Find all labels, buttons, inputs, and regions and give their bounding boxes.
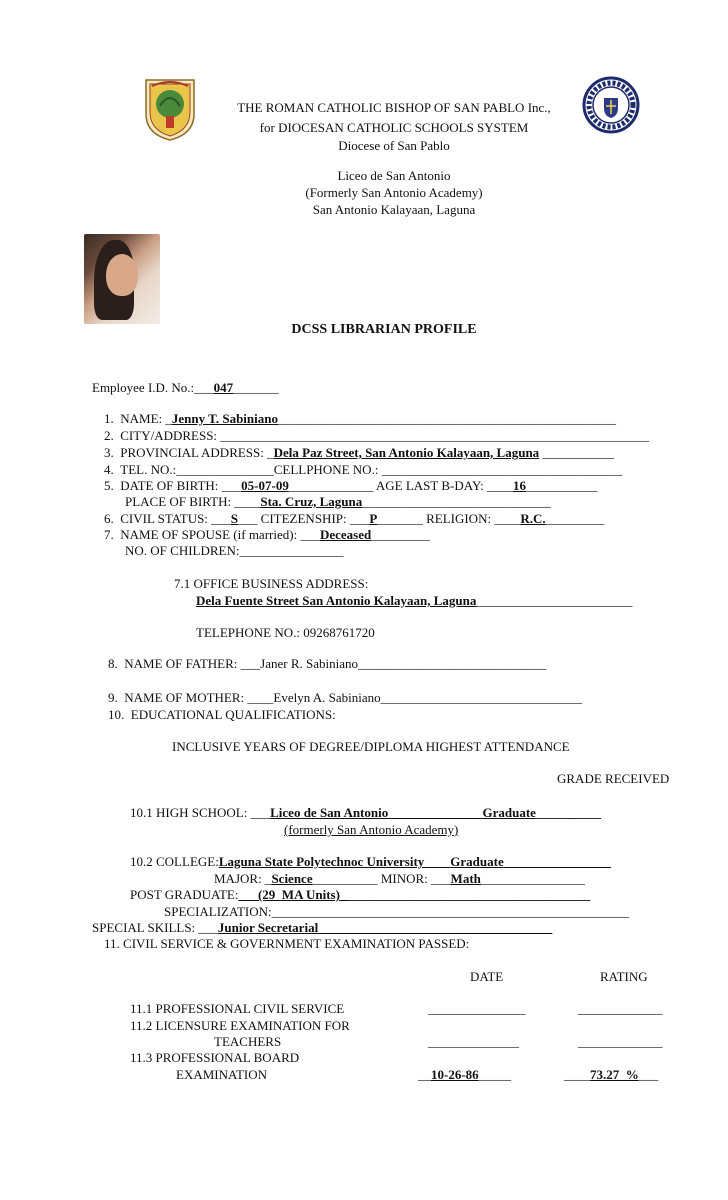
exam-board-label-2: EXAMINATION <box>176 1067 267 1082</box>
exam-board-rating: ____73.27_%___ <box>564 1067 659 1082</box>
school-name: Liceo de San Antonio <box>337 168 451 183</box>
item-provincial-address: 3. PROVINCIAL ADDRESS: _Dela Paz Street, San Antonio Kalayaan, Laguna ___________ <box>104 445 614 460</box>
office-address-value: Dela Fuente Street San Antonio Kalayaan, Laguna <box>196 593 477 608</box>
high-school-grade: Graduate <box>482 805 536 820</box>
high-school-former-name: (formerly San Antonio Academy) <box>284 822 459 837</box>
civil-status-value: S <box>230 511 238 526</box>
exam-date-header: DATE <box>470 969 504 984</box>
school-former-name: (Formerly San Antonio Academy) <box>305 185 483 200</box>
college-row: 10.2 COLLEGE:Laguna State Polytechnoc University Graduate ________ <box>130 854 611 869</box>
date-of-birth-value: 05-07-09 <box>241 478 289 493</box>
header-line-2: for DIOCESAN CATHOLIC SCHOOLS SYSTEM <box>259 120 529 135</box>
age-value: 16 <box>513 478 526 493</box>
item-office-address-label: 7.1 OFFICE BUSINESS ADDRESS: <box>174 576 369 591</box>
major-value: Science <box>271 871 313 886</box>
exam-civil-service-rating: _____________ <box>578 1001 663 1016</box>
religion-value: R.C. <box>520 511 546 526</box>
item-office-telephone: TELEPHONE NO.: 09268761720 <box>196 625 375 640</box>
header-line-1: THE ROMAN CATHOLIC BISHOP OF SAN PABLO Inc., <box>237 100 551 115</box>
page-title: DCSS LIBRARIAN PROFILE <box>291 322 477 337</box>
post-graduate-row: POST GRADUATE:___(29_MA Units)_ _____________________________________ <box>130 887 591 902</box>
college-value: Laguna State Polytechnoc University <box>218 854 425 869</box>
exam-civil-service-date: _______________ <box>428 1001 526 1016</box>
exam-licensure-label: 11.2 LICENSURE EXAMINATION FOR <box>130 1018 350 1033</box>
college-grade: Graduate <box>450 854 504 869</box>
item-date-of-birth: 5. DATE OF BIRTH: ___05-07-09_____________ AGE LAST B-DAY: ____16___________ <box>104 478 598 493</box>
exam-licensure-rating: _____________ <box>578 1034 663 1049</box>
item-city-address: 2. CITY/ADDRESS: __________________________________________________________________ <box>104 428 650 443</box>
item-tel-no: 4. TEL. NO.:_______________CELLPHONE NO.: _____________________________________ <box>104 462 623 477</box>
high-school-value: Liceo de San Antonio <box>270 805 389 820</box>
item-educational-qualifications: 10. EDUCATIONAL QUALIFICATIONS: <box>108 707 336 722</box>
exam-board-date: __10-26-86_____ <box>418 1067 512 1082</box>
post-graduate-value: ___(29_MA Units)_ <box>238 887 350 902</box>
major-minor-row: MAJOR: _Science__________ MINOR: ___Math________________ <box>214 871 585 886</box>
exam-civil-service-label: 11.1 PROFESSIONAL CIVIL SERVICE <box>130 1001 345 1016</box>
name-value: Jenny T. Sabiniano <box>171 411 278 426</box>
provincial-address-value: Dela Paz Street, San Antonio Kalayaan, Laguna <box>273 445 540 460</box>
exam-licensure-date: ______________ <box>428 1034 519 1049</box>
high-school-row: 10.1 HIGH SCHOOL: ___Liceo de San Antonio Graduate__________ <box>130 805 601 820</box>
school-address: San Antonio Kalayaan, Laguna <box>312 202 476 217</box>
header-line-3: Diocese of San Pablo <box>338 138 450 153</box>
item-place-of-birth: PLACE OF BIRTH: ____Sta. Cruz, Laguna_____________________________ <box>125 494 551 509</box>
employee-id-row: Employee I.D. No.:___047_______ <box>92 380 279 395</box>
citizenship-value: P <box>369 511 378 526</box>
exam-board-label: 11.3 PROFESSIONAL BOARD <box>130 1050 300 1065</box>
education-column-header: INCLUSIVE YEARS OF DEGREE/DIPLOMA HIGHEST ATTENDANCE <box>172 739 570 754</box>
grade-received-header: GRADE RECEIVED <box>557 771 670 786</box>
item-father: 8. NAME OF FATHER: ___Janer R. Sabiniano_____________________________ <box>108 656 547 671</box>
exam-board-date-value: 10-26-86 <box>431 1067 479 1082</box>
spouse-value: Deceased <box>319 527 372 542</box>
exams-title: 11. CIVIL SERVICE & GOVERNMENT EXAMINATION PASSED: <box>104 936 470 951</box>
exam-rating-header: RATING <box>600 969 648 984</box>
item-office-address: Dela Fuente Street San Antonio Kalayaan, Laguna________________________ <box>196 593 633 608</box>
exam-board-rating-value: 73.27_% <box>590 1067 639 1082</box>
exam-licensure-label-2: TEACHERS <box>214 1034 282 1049</box>
employee-id-value: 047 <box>213 380 234 395</box>
special-skills-row: SPECIAL SKILLS: ___Junior Secretarial _______________ <box>92 920 553 935</box>
item-name: 1. NAME: _Jenny T. Sabiniano____________________________________________________ <box>104 411 616 426</box>
minor-value: Math <box>450 871 481 886</box>
item-children: NO. OF CHILDREN:________________ <box>125 543 344 558</box>
place-of-birth-value: Sta. Cruz, Laguna <box>260 494 363 509</box>
specialization-row: SPECIALIZATION:_______________________________________________________ <box>164 904 630 919</box>
special-skills-value: Junior Secretarial <box>217 920 319 935</box>
item-civil-status: 6. CIVIL STATUS: ___S___ CITEZENSHIP: ___P_______ RELIGION: ____R.C._________ <box>104 511 605 526</box>
item-mother: 9. NAME OF MOTHER: ____Evelyn A. Sabiniano_______________________________ <box>108 690 583 705</box>
employee-photo <box>84 234 160 324</box>
item-spouse: 7. NAME OF SPOUSE (if married): ___Deceased_________ <box>104 527 430 542</box>
